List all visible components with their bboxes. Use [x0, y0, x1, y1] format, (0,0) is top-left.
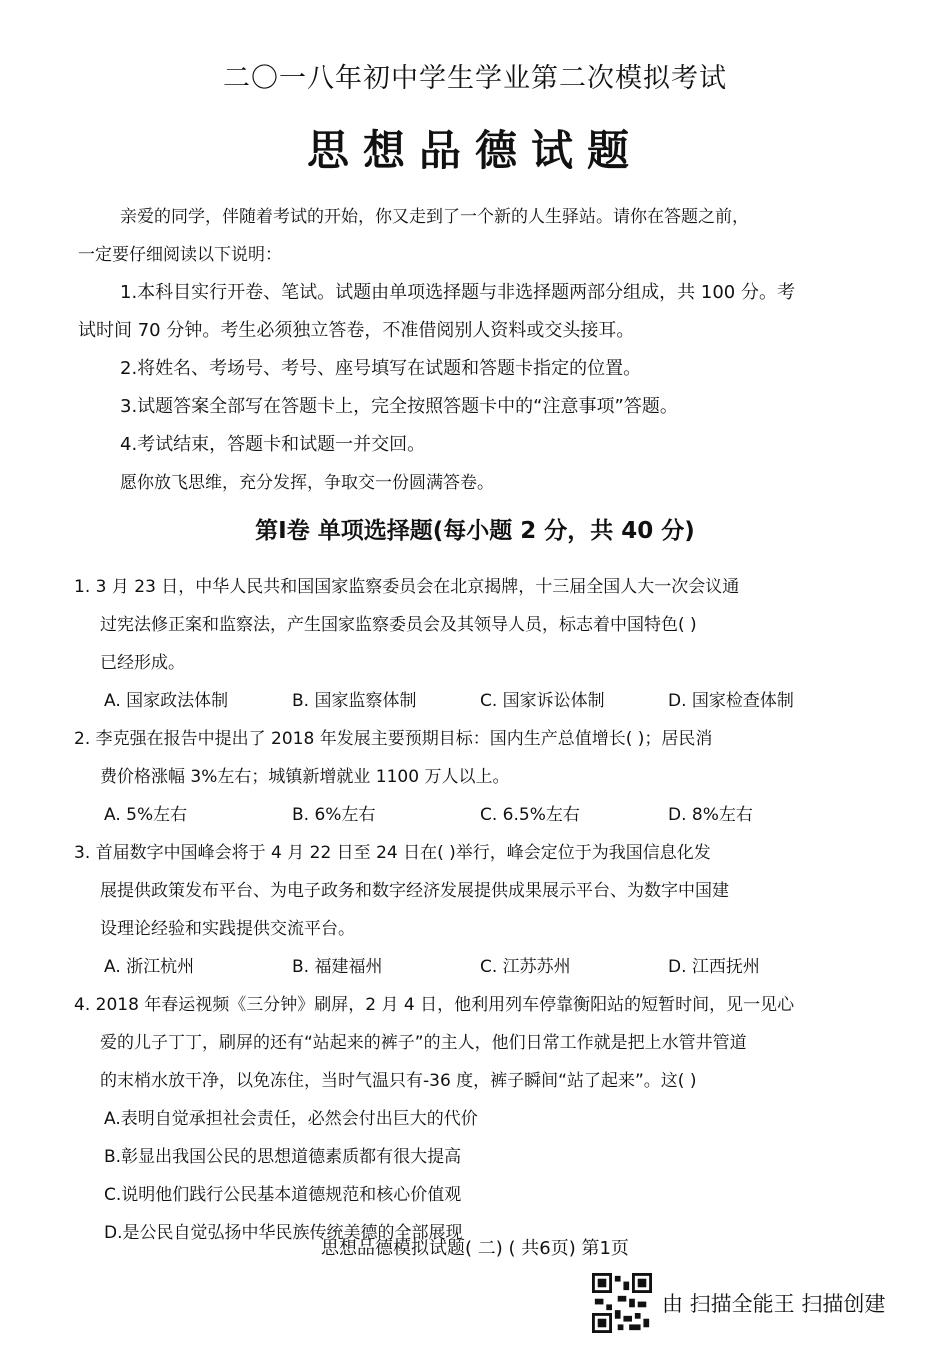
qr-code-icon: [592, 1273, 652, 1333]
option-b: B.彰显出我国公民的思想道德素质都有很大提高: [104, 1147, 462, 1167]
question-stem: 4. 2018 年春运视频《三分钟》刷屏，2 月 4 日，他利用列车停靠衡阳站的短暂时间，见一见心: [74, 995, 795, 1015]
section-heading: 第Ⅰ卷 单项选择题(每小题 2 分，共 40 分): [255, 518, 695, 544]
question-stem-cont: 展提供政策发布平台、为电子政务和数字经济发展提供成果展示平台、为数字中国建: [100, 881, 729, 901]
rule-1: 1.本科目实行开卷、笔试。试题由单项选择题与非选择题两部分组成，共 100 分。考: [120, 282, 795, 303]
intro-wish: 愿你放飞思维，充分发挥，争取交一份圆满答卷。: [120, 473, 494, 493]
question-stem-cont: 爱的儿子丁丁，刷屏的还有“站起来的裤子”的主人，他们日常工作就是把上水管井管道: [100, 1033, 747, 1053]
option-d: D. 江西抚州: [668, 957, 760, 977]
option-a: A. 国家政法体制: [104, 691, 229, 711]
scanner-watermark: [592, 1272, 885, 1334]
question-stem-cont: 的末梢水放干净，以免冻住，当时气温只有-36 度，裤子瞬间“站了起来”。这( ): [100, 1071, 697, 1091]
intro-greeting: 亲爱的同学，伴随着考试的开始，你又走到了一个新的人生驿站。请你在答题之前，: [120, 207, 749, 227]
option-b: B. 国家监察体制: [292, 691, 417, 711]
option-c: C.说明他们践行公民基本道德规范和核心价值观: [104, 1185, 462, 1205]
question-stem: 2. 李克强在报告中提出了 2018 年发展主要预期目标：国内生产总值增长( )；居民消: [74, 729, 713, 749]
option-row: [74, 796, 874, 834]
option-a: A. 浙江杭州: [104, 957, 195, 977]
question-4: [74, 986, 874, 1252]
option-b: B. 6%左右: [292, 805, 376, 825]
rule-3: 3.试题答案全部写在答题卡上，完全按照答题卡中的“注意事项”答题。: [120, 396, 678, 417]
rule-4: 4.考试结束，答题卡和试题一并交回。: [120, 434, 426, 455]
question-stem-cont: 设理论经验和实践提供交流平台。: [100, 919, 355, 939]
option-c: C. 6.5%左右: [480, 805, 580, 825]
question-stem-cont: 费价格涨幅 3%左右；城镇新增就业 1100 万人以上。: [100, 767, 510, 787]
option-row: [74, 682, 874, 720]
option-d: D.是公民自觉弘扬中华民族传统美德的全部展现: [104, 1223, 463, 1243]
intro-greeting-cont: 一定要仔细阅读以下说明：: [78, 245, 282, 265]
option-a: A. 5%左右: [104, 805, 188, 825]
question-1: [74, 568, 874, 720]
question-3: [74, 834, 874, 986]
question-stem: 3. 首届数字中国峰会将于 4 月 22 日至 24 日在( )举行，峰会定位于为我国信息化发: [74, 843, 711, 863]
option-c: C. 江苏苏州: [480, 957, 571, 977]
option-d: D. 国家检查体制: [668, 691, 794, 711]
subject-title: 思想品德试题: [306, 126, 643, 175]
option-list: [74, 1100, 874, 1252]
option-a: A.表明自觉承担社会责任，必然会付出巨大的代价: [104, 1109, 478, 1129]
option-d: D. 8%左右: [668, 805, 753, 825]
rule-1-cont: 试时间 70 分钟。考生必须独立答卷，不准借阅别人资料或交头接耳。: [78, 320, 635, 341]
question-2: [74, 720, 874, 834]
question-list: [74, 568, 874, 1252]
option-b: B. 福建福州: [292, 957, 383, 977]
question-stem-cont: 已经形成。: [100, 653, 185, 673]
watermark-text: 由 扫描全能王 扫描创建: [662, 1292, 886, 1316]
option-c: C. 国家诉讼体制: [480, 691, 605, 711]
exam-title: 二〇一八年初中学生学业第二次模拟考试: [223, 63, 727, 94]
page-footer: 思想品德模拟试题( 二) ( 共6页) 第1页: [321, 1238, 629, 1259]
option-row: [74, 948, 874, 986]
instructions: [78, 198, 878, 502]
question-stem: 1. 3 月 23 日，中华人民共和国国家监察委员会在北京揭牌，十三届全国人大一次会议通: [74, 577, 740, 597]
question-stem-cont: 过宪法修正案和监察法，产生国家监察委员会及其领导人员，标志着中国特色( ): [100, 615, 697, 635]
rule-2: 2.将姓名、考场号、考号、座号填写在试题和答题卡指定的位置。: [120, 358, 642, 379]
